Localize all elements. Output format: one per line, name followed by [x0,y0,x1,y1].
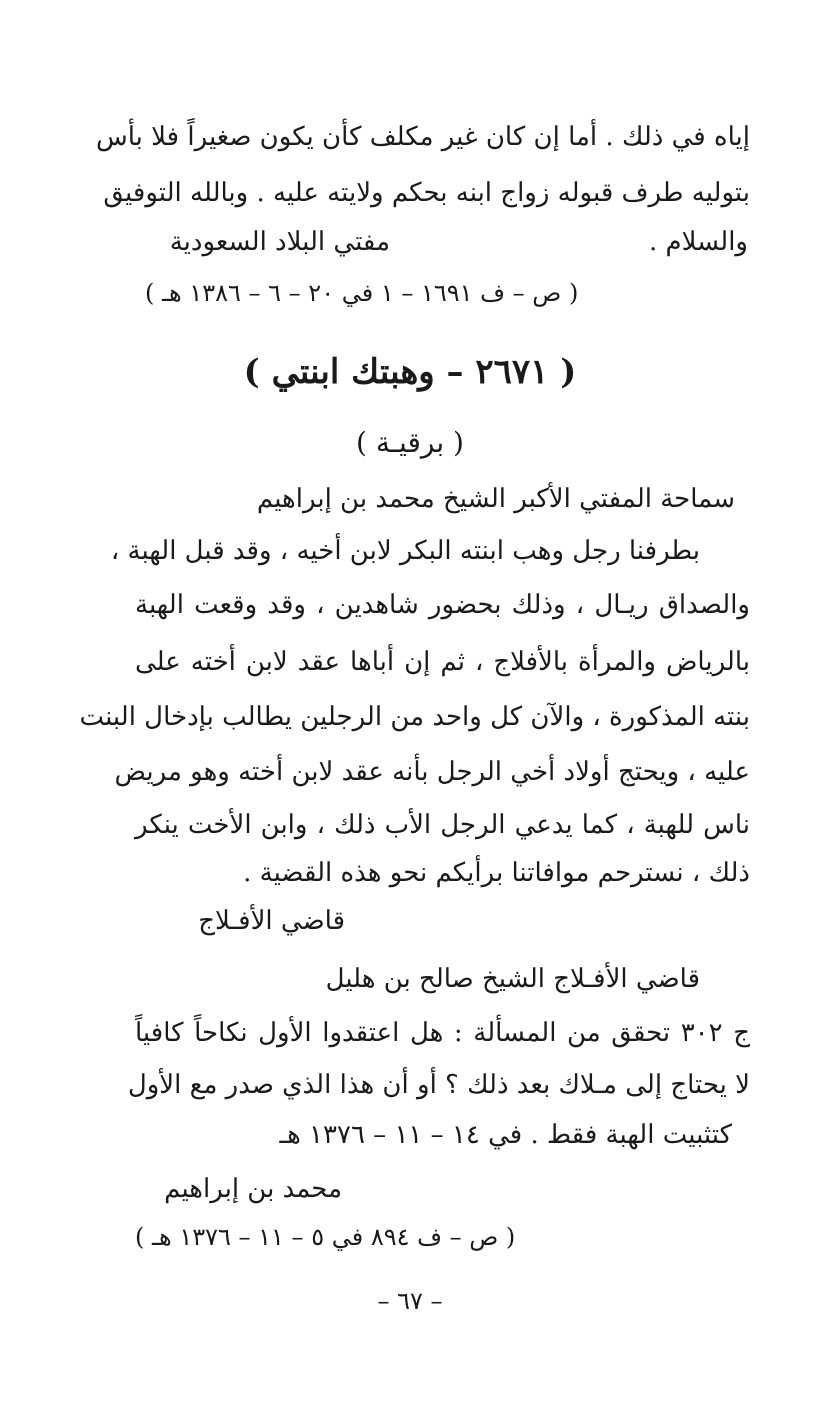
reply-addressee: قاضي الأفـلاج الشيخ صالح بن هليل [325,964,700,994]
body-line-7: ذلك ، نسترحم موافاتنا برأيكم نحو هذه القضية . [243,858,750,888]
prev-line-2: بتوليه طرف قبوله زواج ابنه بحكم ولايته عليه . وبالله التوفيق [103,178,750,208]
body-line-3: بالرياض والمرأة بالأفلاج ، ثم إن أباها عقد لابن أخته على [135,647,750,677]
section-addressee: سماحة المفتي الأكبر الشيخ محمد بن إبراهيم [256,484,735,514]
reply-line-2: لا يحتاج إلى مـلاك بعد ذلك ؟ أو أن هذا الذي صدر مع الأول [127,1070,750,1100]
body-line-1: بطرفنا رجل وهب ابنته البكر لابن أخيه ، وقد قبل الهبة ، [110,536,700,566]
prev-citation: ( ص – ف ١٦٩١ – ١ في ٢٠ – ٦ – ١٣٨٦ هـ ) [145,279,579,307]
page-number: – ٦٧ – [377,1287,443,1315]
prev-line-3: والسلام . [648,227,748,257]
body-line-4: بنته المذكورة ، والآن كل واحد من الرجلين يطالب بإدخال البنت [79,702,750,732]
prev-signature: مفتي البلاد السعودية [169,227,390,257]
section-title: ( ٢٦٧١ – وهبتك ابنتي ) [243,352,577,392]
body-line-6: ناس للهبة ، كما يدعي الرجل الأب ذلك ، وابن الأخت ينكر [135,810,750,840]
reply-citation: ( ص – ف ٨٩٤ في ٥ – ١١ – ١٣٧٦ هـ ) [135,1223,516,1251]
body-line-2: والصداق ريـال ، وذلك بحضور شاهدين ، وقد وقعت الهبة [135,590,750,620]
section-sender: قاضي الأفـلاج [198,906,345,936]
reply-signature: محمد بن إبراهيم [164,1174,342,1204]
section-subtitle: ( برقيـة ) [356,426,464,459]
reply-line-1: ج ٣٠٢ تحقق من المسألة : هل اعتقدوا الأول نكاحاً كافياً [135,1018,750,1048]
body-line-5: عليه ، ويحتج أولاد أخي الرجل بأنه عقد لابن أخته وهو مريض [114,757,750,787]
reply-line-3: كتثبيت الهبة فقط . في ١٤ – ١١ – ١٣٧٦ هـ [279,1120,732,1150]
prev-line-1: إياه في ذلك . أما إن كان غير مكلف كأن يكون صغيراً فلا بأس [96,122,750,152]
